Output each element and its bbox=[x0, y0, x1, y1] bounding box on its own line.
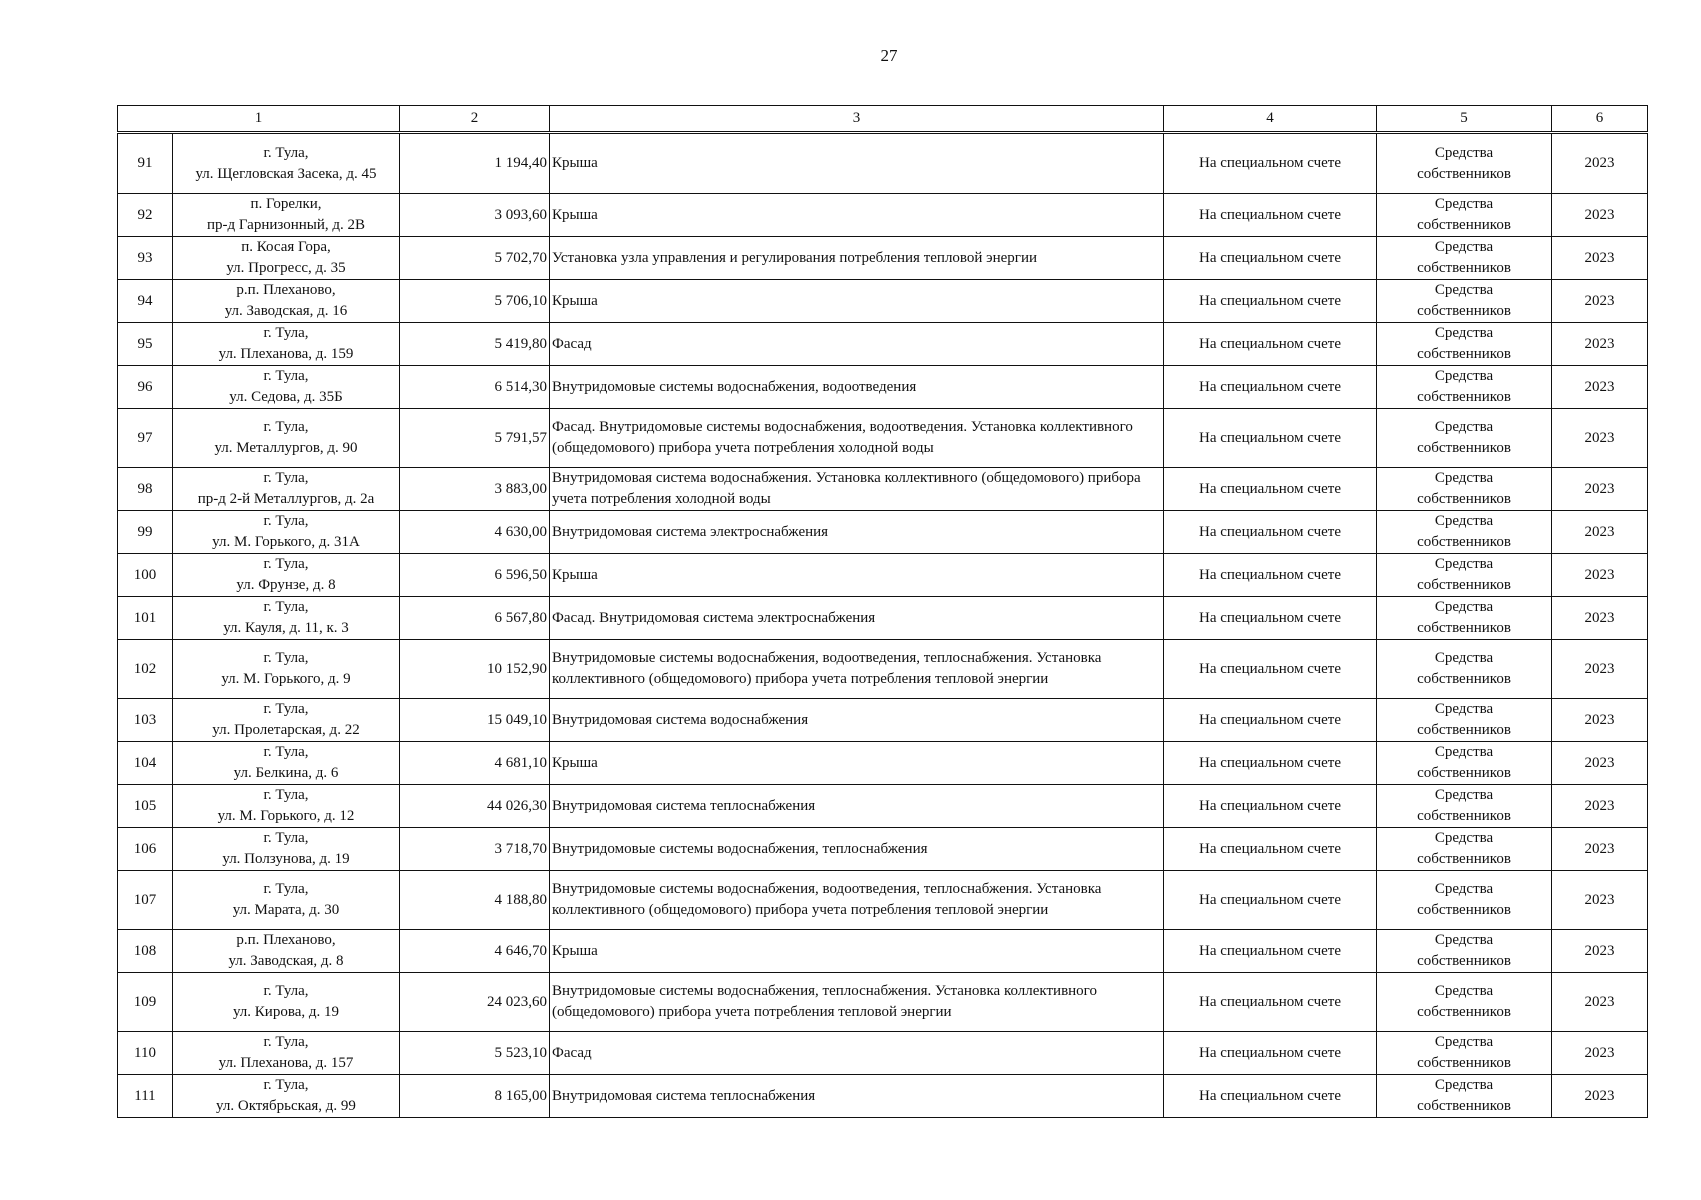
table-row bbox=[118, 1075, 1648, 1118]
work-type-cell: Внутридомовые системы водоснабжения, водоотведения, теплоснабжения. Установка коллективного (общедомового) прибора учета потребления тепловой энергии bbox=[550, 871, 1164, 930]
funding-source-cell bbox=[1377, 554, 1552, 597]
year-cell: 2023 bbox=[1552, 280, 1648, 323]
account-type-cell: На специальном счете bbox=[1164, 280, 1377, 323]
address-cell bbox=[173, 742, 400, 785]
table-row bbox=[118, 871, 1648, 930]
year-cell: 2023 bbox=[1552, 828, 1648, 871]
address-cell bbox=[173, 323, 400, 366]
year-cell: 2023 bbox=[1552, 1032, 1648, 1075]
address-line-locality: р.п. Плеханово, bbox=[236, 282, 336, 298]
funding-source-cell bbox=[1377, 640, 1552, 699]
funding-source-line-2: собственников bbox=[1417, 534, 1511, 550]
funding-source-line-2: собственников bbox=[1417, 722, 1511, 738]
column-header-5: 5 bbox=[1377, 106, 1552, 133]
row-number: 97 bbox=[118, 409, 173, 468]
address-cell bbox=[173, 699, 400, 742]
address-line-street: ул. Марата, д. 30 bbox=[232, 902, 340, 918]
table-row bbox=[118, 828, 1648, 871]
work-type-cell: Крыша bbox=[550, 133, 1164, 194]
row-number: 103 bbox=[118, 699, 173, 742]
funding-source-cell bbox=[1377, 785, 1552, 828]
address-line-locality: г. Тула, bbox=[263, 983, 309, 999]
address-line-locality: п. Горелки, bbox=[250, 196, 322, 212]
area-cell: 5 702,70 bbox=[400, 237, 550, 280]
year-cell: 2023 bbox=[1552, 133, 1648, 194]
funding-source-line-2: собственников bbox=[1417, 851, 1511, 867]
address-line-locality: п. Косая Гора, bbox=[241, 239, 331, 255]
account-type-cell: На специальном счете bbox=[1164, 828, 1377, 871]
work-type-cell: Внутридомовые системы водоснабжения, водоотведения bbox=[550, 366, 1164, 409]
funding-source-line-1: Средства bbox=[1434, 983, 1494, 999]
funding-source-line-2: собственников bbox=[1417, 902, 1511, 918]
funding-source-line-1: Средства bbox=[1434, 556, 1494, 572]
year-cell: 2023 bbox=[1552, 699, 1648, 742]
work-type-cell: Фасад. Внутридомовая система электроснабжения bbox=[550, 597, 1164, 640]
work-type-cell: Крыша bbox=[550, 280, 1164, 323]
funding-source-line-1: Средства bbox=[1434, 787, 1494, 803]
address-line-locality: г. Тула, bbox=[263, 513, 309, 529]
area-cell: 24 023,60 bbox=[400, 973, 550, 1032]
address-line-locality: г. Тула, bbox=[263, 325, 309, 341]
table-row bbox=[118, 742, 1648, 785]
address-line-street: ул. Октябрьская, д. 99 bbox=[216, 1098, 356, 1114]
area-cell: 3 093,60 bbox=[400, 194, 550, 237]
year-cell: 2023 bbox=[1552, 640, 1648, 699]
address-cell bbox=[173, 597, 400, 640]
funding-source-cell bbox=[1377, 323, 1552, 366]
area-cell: 10 152,90 bbox=[400, 640, 550, 699]
funding-source-cell bbox=[1377, 133, 1552, 194]
address-cell bbox=[173, 785, 400, 828]
area-cell: 6 514,30 bbox=[400, 366, 550, 409]
table-row bbox=[118, 785, 1648, 828]
area-cell: 1 194,40 bbox=[400, 133, 550, 194]
table-row bbox=[118, 1032, 1648, 1075]
address-line-street: ул. Плеханова, д. 157 bbox=[218, 1055, 354, 1071]
address-cell bbox=[173, 1075, 400, 1118]
address-cell bbox=[173, 828, 400, 871]
work-type-cell: Фасад bbox=[550, 1032, 1164, 1075]
row-number: 93 bbox=[118, 237, 173, 280]
column-header-4: 4 bbox=[1164, 106, 1377, 133]
address-line-street: ул. М. Горького, д. 31А bbox=[212, 534, 360, 550]
account-type-cell: На специальном счете bbox=[1164, 742, 1377, 785]
funding-source-cell bbox=[1377, 871, 1552, 930]
year-cell: 2023 bbox=[1552, 511, 1648, 554]
funding-source-line-2: собственников bbox=[1417, 260, 1511, 276]
address-line-locality: р.п. Плеханово, bbox=[236, 932, 336, 948]
address-line-street: ул. Плеханова, д. 159 bbox=[218, 346, 354, 362]
funding-source-cell bbox=[1377, 973, 1552, 1032]
row-number: 110 bbox=[118, 1032, 173, 1075]
table-row bbox=[118, 409, 1648, 468]
funding-source-line-1: Средства bbox=[1434, 650, 1494, 666]
funding-source-line-2: собственников bbox=[1417, 953, 1511, 969]
area-cell: 5 419,80 bbox=[400, 323, 550, 366]
area-cell: 4 646,70 bbox=[400, 930, 550, 973]
funding-source-cell bbox=[1377, 237, 1552, 280]
table-row bbox=[118, 366, 1648, 409]
funding-source-line-1: Средства bbox=[1434, 932, 1494, 948]
funding-source-line-2: собственников bbox=[1417, 1004, 1511, 1020]
address-line-street: ул. Кауля, д. 11, к. 3 bbox=[223, 620, 349, 636]
address-line-locality: г. Тула, bbox=[263, 1077, 309, 1093]
address-cell bbox=[173, 468, 400, 511]
area-cell: 5 523,10 bbox=[400, 1032, 550, 1075]
account-type-cell: На специальном счете bbox=[1164, 871, 1377, 930]
year-cell: 2023 bbox=[1552, 930, 1648, 973]
account-type-cell: На специальном счете bbox=[1164, 597, 1377, 640]
funding-source-line-2: собственников bbox=[1417, 165, 1511, 182]
funding-source-line-2: собственников bbox=[1417, 491, 1511, 507]
row-number: 95 bbox=[118, 323, 173, 366]
funding-source-line-2: собственников bbox=[1417, 808, 1511, 824]
funding-source-cell bbox=[1377, 409, 1552, 468]
area-cell: 4 630,00 bbox=[400, 511, 550, 554]
address-cell bbox=[173, 280, 400, 323]
funding-source-cell bbox=[1377, 597, 1552, 640]
work-type-cell: Крыша bbox=[550, 554, 1164, 597]
funding-source-line-2: собственников bbox=[1417, 217, 1511, 233]
address-line-street: ул. Прогресс, д. 35 bbox=[226, 260, 346, 276]
work-type-cell: Внутридомовая система водоснабжения bbox=[550, 699, 1164, 742]
work-type-cell: Крыша bbox=[550, 194, 1164, 237]
account-type-cell: На специальном счете bbox=[1164, 366, 1377, 409]
address-line-street: ул. Пролетарская, д. 22 bbox=[212, 722, 360, 738]
funding-source-line-1: Средства bbox=[1434, 368, 1494, 384]
funding-source-line-2: собственников bbox=[1417, 671, 1511, 687]
address-cell bbox=[173, 1032, 400, 1075]
funding-source-line-2: собственников bbox=[1417, 620, 1511, 636]
address-cell bbox=[173, 366, 400, 409]
row-number: 98 bbox=[118, 468, 173, 511]
column-header-3: 3 bbox=[550, 106, 1164, 133]
address-line-locality: г. Тула, bbox=[263, 701, 309, 717]
funding-source-line-2: собственников bbox=[1417, 346, 1511, 362]
row-number: 109 bbox=[118, 973, 173, 1032]
funding-source-line-2: собственников bbox=[1417, 577, 1511, 593]
table-row bbox=[118, 597, 1648, 640]
address-line-locality: г. Тула, bbox=[263, 744, 309, 760]
account-type-cell: На специальном счете bbox=[1164, 133, 1377, 194]
area-cell: 15 049,10 bbox=[400, 699, 550, 742]
work-type-cell: Внутридомовые системы водоснабжения, водоотведения, теплоснабжения. Установка коллективного (общедомового) прибора учета потребления тепловой энергии bbox=[550, 640, 1164, 699]
area-cell: 44 026,30 bbox=[400, 785, 550, 828]
address-cell bbox=[173, 871, 400, 930]
account-type-cell: На специальном счете bbox=[1164, 640, 1377, 699]
repair-program-table bbox=[117, 105, 1648, 1118]
address-line-locality: г. Тула, bbox=[263, 1034, 309, 1050]
row-number: 107 bbox=[118, 871, 173, 930]
row-number: 101 bbox=[118, 597, 173, 640]
year-cell: 2023 bbox=[1552, 1075, 1648, 1118]
address-cell bbox=[173, 237, 400, 280]
column-header-1: 1 bbox=[118, 106, 400, 133]
address-line-locality: г. Тула, bbox=[263, 599, 309, 615]
address-line-locality: г. Тула, bbox=[263, 419, 309, 435]
year-cell: 2023 bbox=[1552, 237, 1648, 280]
funding-source-line-2: собственников bbox=[1417, 1098, 1511, 1114]
address-line-street: ул. Щегловская Засека, д. 45 bbox=[195, 165, 377, 182]
page-number: 27 bbox=[880, 46, 898, 65]
year-cell: 2023 bbox=[1552, 194, 1648, 237]
funding-source-line-1: Средства bbox=[1434, 239, 1494, 255]
work-type-cell: Внутридомовая система водоснабжения. Установка коллективного (общедомового) прибора учета потребления холодной воды bbox=[550, 468, 1164, 511]
account-type-cell: На специальном счете bbox=[1164, 323, 1377, 366]
account-type-cell: На специальном счете bbox=[1164, 194, 1377, 237]
funding-source-line-1: Средства bbox=[1434, 196, 1494, 212]
address-cell bbox=[173, 640, 400, 699]
table-row bbox=[118, 554, 1648, 597]
table-row bbox=[118, 699, 1648, 742]
table-row bbox=[118, 323, 1648, 366]
funding-source-line-1: Средства bbox=[1434, 282, 1494, 298]
account-type-cell: На специальном счете bbox=[1164, 468, 1377, 511]
address-cell bbox=[173, 930, 400, 973]
address-line-street: ул. Белкина, д. 6 bbox=[233, 765, 339, 781]
funding-source-cell bbox=[1377, 194, 1552, 237]
funding-source-cell bbox=[1377, 280, 1552, 323]
area-cell: 3 883,00 bbox=[400, 468, 550, 511]
funding-source-cell bbox=[1377, 511, 1552, 554]
area-cell: 5 791,57 bbox=[400, 409, 550, 468]
funding-source-line-1: Средства bbox=[1434, 419, 1494, 435]
address-line-street: ул. Заводская, д. 16 bbox=[224, 303, 348, 319]
row-number: 92 bbox=[118, 194, 173, 237]
funding-source-cell bbox=[1377, 1032, 1552, 1075]
address-line-locality: г. Тула, bbox=[263, 144, 309, 161]
funding-source-line-1: Средства bbox=[1434, 881, 1494, 897]
address-line-street: ул. Кирова, д. 19 bbox=[232, 1004, 340, 1020]
column-header-6: 6 bbox=[1552, 106, 1648, 133]
funding-source-line-1: Средства bbox=[1434, 701, 1494, 717]
address-cell bbox=[173, 409, 400, 468]
address-line-locality: г. Тула, bbox=[263, 787, 309, 803]
funding-source-cell bbox=[1377, 1075, 1552, 1118]
funding-source-line-2: собственников bbox=[1417, 440, 1511, 456]
funding-source-line-2: собственников bbox=[1417, 389, 1511, 405]
area-cell: 8 165,00 bbox=[400, 1075, 550, 1118]
row-number: 106 bbox=[118, 828, 173, 871]
address-line-locality: г. Тула, bbox=[263, 830, 309, 846]
work-type-cell: Внутридомовая система теплоснабжения bbox=[550, 1075, 1164, 1118]
account-type-cell: На специальном счете bbox=[1164, 511, 1377, 554]
row-number: 105 bbox=[118, 785, 173, 828]
table-row bbox=[118, 468, 1648, 511]
funding-source-cell bbox=[1377, 468, 1552, 511]
address-line-locality: г. Тула, bbox=[263, 881, 309, 897]
area-cell: 5 706,10 bbox=[400, 280, 550, 323]
funding-source-cell bbox=[1377, 366, 1552, 409]
funding-source-line-1: Средства bbox=[1434, 1034, 1494, 1050]
funding-source-line-1: Средства bbox=[1434, 470, 1494, 486]
column-number-row bbox=[118, 106, 1648, 133]
table-row bbox=[118, 280, 1648, 323]
address-line-locality: г. Тула, bbox=[263, 556, 309, 572]
account-type-cell: На специальном счете bbox=[1164, 1032, 1377, 1075]
address-line-street: пр-д Гарнизонный, д. 2В bbox=[206, 217, 366, 233]
year-cell: 2023 bbox=[1552, 468, 1648, 511]
account-type-cell: На специальном счете bbox=[1164, 1075, 1377, 1118]
address-line-locality: г. Тула, bbox=[263, 470, 309, 486]
year-cell: 2023 bbox=[1552, 871, 1648, 930]
funding-source-cell bbox=[1377, 828, 1552, 871]
funding-source-line-2: собственников bbox=[1417, 765, 1511, 781]
work-type-cell: Установка узла управления и регулирования потребления тепловой энергии bbox=[550, 237, 1164, 280]
funding-source-line-1: Средства bbox=[1434, 144, 1494, 161]
row-number: 111 bbox=[118, 1075, 173, 1118]
funding-source-line-2: собственников bbox=[1417, 1055, 1511, 1071]
address-cell bbox=[173, 194, 400, 237]
address-cell bbox=[173, 973, 400, 1032]
area-cell: 6 567,80 bbox=[400, 597, 550, 640]
year-cell: 2023 bbox=[1552, 366, 1648, 409]
table-row bbox=[118, 930, 1648, 973]
funding-source-line-1: Средства bbox=[1434, 830, 1494, 846]
row-number: 102 bbox=[118, 640, 173, 699]
work-type-cell: Внутридомовая система теплоснабжения bbox=[550, 785, 1164, 828]
table-row bbox=[118, 640, 1648, 699]
area-cell: 4 188,80 bbox=[400, 871, 550, 930]
funding-source-cell bbox=[1377, 930, 1552, 973]
table-row bbox=[118, 511, 1648, 554]
funding-source-line-2: собственников bbox=[1417, 303, 1511, 319]
funding-source-line-1: Средства bbox=[1434, 1077, 1494, 1093]
funding-source-line-1: Средства bbox=[1434, 513, 1494, 529]
address-line-street: ул. Ползунова, д. 19 bbox=[222, 851, 350, 867]
funding-source-cell bbox=[1377, 742, 1552, 785]
work-type-cell: Крыша bbox=[550, 930, 1164, 973]
table-row bbox=[118, 237, 1648, 280]
work-type-cell: Внутридомовая система электроснабжения bbox=[550, 511, 1164, 554]
address-line-street: ул. М. Горького, д. 9 bbox=[221, 671, 351, 687]
address-cell bbox=[173, 133, 400, 194]
row-number: 99 bbox=[118, 511, 173, 554]
address-line-street: пр-д 2-й Металлургов, д. 2а bbox=[197, 491, 375, 507]
table-row bbox=[118, 973, 1648, 1032]
year-cell: 2023 bbox=[1552, 742, 1648, 785]
funding-source-line-1: Средства bbox=[1434, 325, 1494, 341]
address-cell bbox=[173, 554, 400, 597]
table-body bbox=[118, 133, 1648, 1118]
table-row bbox=[118, 194, 1648, 237]
year-cell: 2023 bbox=[1552, 409, 1648, 468]
row-number: 91 bbox=[118, 133, 173, 194]
funding-source-line-1: Средства bbox=[1434, 599, 1494, 615]
funding-source-cell bbox=[1377, 699, 1552, 742]
year-cell: 2023 bbox=[1552, 554, 1648, 597]
address-line-locality: г. Тула, bbox=[263, 368, 309, 384]
year-cell: 2023 bbox=[1552, 323, 1648, 366]
address-line-street: ул. Фрунзе, д. 8 bbox=[236, 577, 336, 593]
row-number: 100 bbox=[118, 554, 173, 597]
work-type-cell: Фасад bbox=[550, 323, 1164, 366]
work-type-cell: Фасад. Внутридомовые системы водоснабжения, водоотведения. Установка коллективного (общедомового) прибора учета потребления холодной воды bbox=[550, 409, 1164, 468]
address-line-street: ул. М. Горького, д. 12 bbox=[217, 808, 355, 824]
funding-source-line-1: Средства bbox=[1434, 744, 1494, 760]
account-type-cell: На специальном счете bbox=[1164, 237, 1377, 280]
table-row bbox=[118, 133, 1648, 194]
row-number: 104 bbox=[118, 742, 173, 785]
account-type-cell: На специальном счете bbox=[1164, 699, 1377, 742]
area-cell: 4 681,10 bbox=[400, 742, 550, 785]
column-header-2: 2 bbox=[400, 106, 550, 133]
address-line-locality: г. Тула, bbox=[263, 650, 309, 666]
work-type-cell: Внутридомовые системы водоснабжения, теплоснабжения bbox=[550, 828, 1164, 871]
work-type-cell: Крыша bbox=[550, 742, 1164, 785]
row-number: 94 bbox=[118, 280, 173, 323]
year-cell: 2023 bbox=[1552, 597, 1648, 640]
row-number: 108 bbox=[118, 930, 173, 973]
area-cell: 6 596,50 bbox=[400, 554, 550, 597]
year-cell: 2023 bbox=[1552, 973, 1648, 1032]
address-line-street: ул. Седова, д. 35Б bbox=[229, 389, 343, 405]
account-type-cell: На специальном счете bbox=[1164, 973, 1377, 1032]
work-type-cell: Внутридомовые системы водоснабжения, теплоснабжения. Установка коллективного (общедомового) прибора учета потребления тепловой энергии bbox=[550, 973, 1164, 1032]
account-type-cell: На специальном счете bbox=[1164, 409, 1377, 468]
area-cell: 3 718,70 bbox=[400, 828, 550, 871]
account-type-cell: На специальном счете bbox=[1164, 930, 1377, 973]
address-line-street: ул. Заводская, д. 8 bbox=[228, 953, 344, 969]
address-cell bbox=[173, 511, 400, 554]
year-cell: 2023 bbox=[1552, 785, 1648, 828]
row-number: 96 bbox=[118, 366, 173, 409]
address-line-street: ул. Металлургов, д. 90 bbox=[214, 440, 358, 456]
account-type-cell: На специальном счете bbox=[1164, 785, 1377, 828]
account-type-cell: На специальном счете bbox=[1164, 554, 1377, 597]
